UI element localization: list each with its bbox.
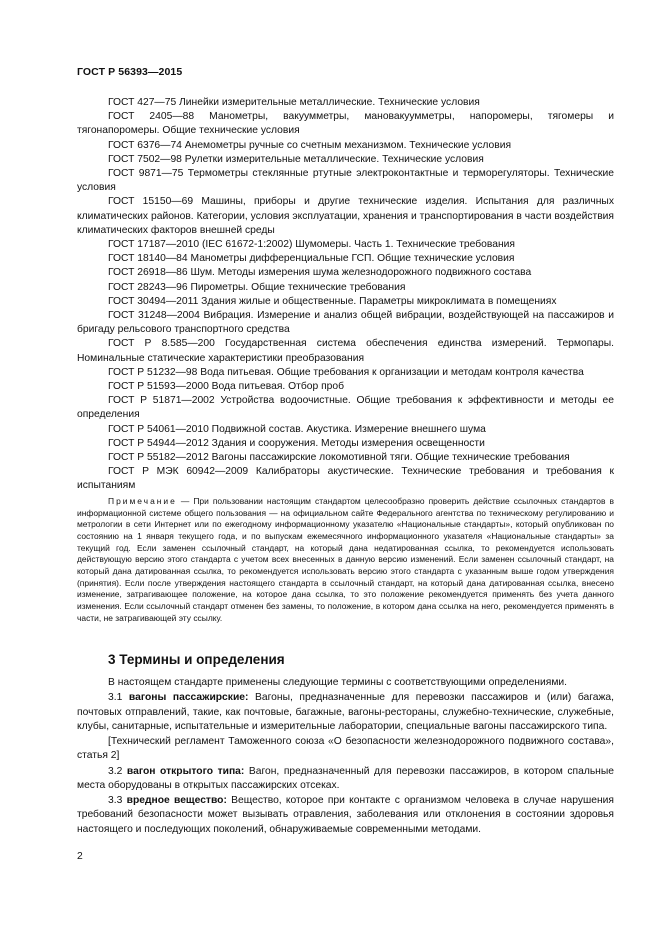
reference-item: ГОСТ 6376—74 Анемометры ручные со счетным механизмом. Технические условия	[108, 139, 512, 151]
term-number: 3.2	[108, 765, 123, 777]
reference-item: ГОСТ Р 54061—2010 Подвижной состав. Акустика. Измерение внешнего шума	[108, 423, 486, 435]
reference-item: ГОСТ 30494—2011 Здания жилые и общественные. Параметры микроклимата в помещениях	[108, 295, 557, 307]
reference-item: ГОСТ Р 51871—2002 Устройства водоочистные. Общие требования к эффективности и методы ее определения	[77, 395, 614, 421]
term-entry	[77, 691, 614, 734]
normative-references-list	[77, 96, 614, 494]
page-header-standard-code: ГОСТ Р 56393—2015	[77, 66, 183, 78]
reference-item: ГОСТ 7502—98 Рулетки измерительные металлические. Технические условия	[108, 153, 484, 165]
reference-item: ГОСТ 26918—86 Шум. Методы измерения шума железнодорожного подвижного состава	[108, 267, 532, 279]
note-label: Примечание	[108, 496, 177, 506]
term-definition: Вагон, предназначенный для перевозки пассажиров, в котором спальные места оборудованы в открытых пассажирских отсеках.	[77, 765, 614, 791]
term-entry	[77, 765, 614, 794]
reference-item: ГОСТ 15150—69 Машины, приборы и другие технические изделия. Испытания для различных климатических районов. Категории, условия эксплуатации, хранения и транспортирования в части воздействия климатических факторов внешней среды	[77, 196, 614, 236]
term-name: вагоны пассажирские:	[128, 692, 249, 704]
terms-section-body	[77, 676, 614, 838]
reference-item: ГОСТ 28243—96 Пирометры. Общие технические требования	[108, 281, 406, 293]
term-source: [Технический регламент Таможенного союза «О безопасности железнодорожного подвижного состава», статья 2]	[77, 736, 614, 762]
note-text: — При пользовании настоящим стандартом целесообразно проверить действие ссылочных стандартов в информационной системе общего пользования — на официальном сайте Федерального агентства по техническому регулированию и метрологии в сети Интернет или по ежегодному информационному указателю «Национальные стандарты», который опубликован по состоянию на 1 января текущего года, и по выпускам ежемесячного информационного указателя «Национальные стандарты» за текущий год. Если заменен ссылочный стандарт, на который дана недатированная ссылка, то рекомендуется использовать действующую версию этого стандарта с учетом всех внесенных в данную версию изменений. Если заменен ссылочный стандарт, на который дана датированная ссылка, то рекомендуется использовать версию этого стандарта с указанным выше годом утверждения (принятия). Если после утверждения настоящего стандарта в ссылочный стандарт, на который дана датированная ссылка, внесено изменение, затрагивающее положение, на которое дана ссылка, то это положение рекомендуется применять без учета данного изменения. Если ссылочный стандарт отменен без замены, то положение, в котором дана ссылка на него, рекомендуется применять в части, не затрагивающей эту ссылку.	[77, 496, 614, 623]
reference-item: ГОСТ 9871—75 Термометры стеклянные ртутные электроконтактные и терморегуляторы. Технические условия	[77, 168, 614, 194]
section-title: 3 Термины и определения	[108, 652, 285, 667]
term-name: вагон открытого типа:	[126, 765, 245, 777]
reference-item: ГОСТ Р 54944—2012 Здания и сооружения. Методы измерения освещенности	[108, 437, 485, 449]
term-entry	[77, 794, 614, 837]
reference-item: ГОСТ Р 51593—2000 Вода питьевая. Отбор проб	[108, 381, 345, 393]
reference-item: ГОСТ 17187—2010 (IEC 61672-1:2002) Шумомеры. Часть 1. Технические требования	[108, 239, 515, 251]
reference-item: ГОСТ 2405—88 Манометры, вакуумметры, мановакуумметры, напоромеры, тягомеры и тягонапоромеры. Общие технические условия	[77, 111, 614, 137]
reference-item: ГОСТ Р 8.585—200 Государственная система обеспечения единства измерений. Термопары. Номинальные статические характеристики преобразования	[77, 338, 614, 364]
note-paragraph	[77, 496, 614, 624]
reference-item: ГОСТ 427—75 Линейки измерительные металлические. Технические условия	[108, 97, 480, 108]
references-note	[77, 496, 614, 624]
page-number: 2	[77, 851, 83, 862]
term-definition: Вещество, которое при контакте с организмом человека в случае нарушения требований безопасности может вызывать отравления, заболевания или отклонения в состоянии здоровья настоящего и последующих поколений, обнаруживаемые современными методами.	[77, 795, 614, 835]
term-number: 3.3	[108, 795, 123, 806]
reference-item: ГОСТ 18140—84 Манометры дифференциальные ГСП. Общие технические условия	[108, 253, 515, 265]
reference-item: ГОСТ Р 55182—2012 Вагоны пассажирские локомотивной тяги. Общие технические требования	[108, 452, 570, 464]
reference-item: ГОСТ Р 51232—98 Вода питьевая. Общие требования к организации и методам контроля качества	[108, 366, 584, 378]
term-name: вредное вещество:	[126, 795, 227, 806]
term-number: 3.1	[108, 692, 123, 704]
section-intro: В настоящем стандарте применены следующие термины с соответствующими определениями.	[108, 677, 568, 688]
reference-item: ГОСТ 31248—2004 Вибрация. Измерение и анализ общей вибрации, воздействующей на пассажиров и бригаду рельсового транспортного средства	[77, 310, 614, 336]
reference-item: ГОСТ Р МЭК 60942—2009 Калибраторы акустические. Технические требования и требования к испытаниям	[77, 466, 614, 492]
term-definition: Вагоны, предназначенные для перевозки пассажиров и (или) багажа, почтовых отправлений, такие, как почтовые, багажные, вагоны-рестораны, служебно-технические, служебные, клубы, санитарные, испытательные и измерительные лаборатории, специальные вагоны пассажирского типа.	[77, 692, 614, 732]
